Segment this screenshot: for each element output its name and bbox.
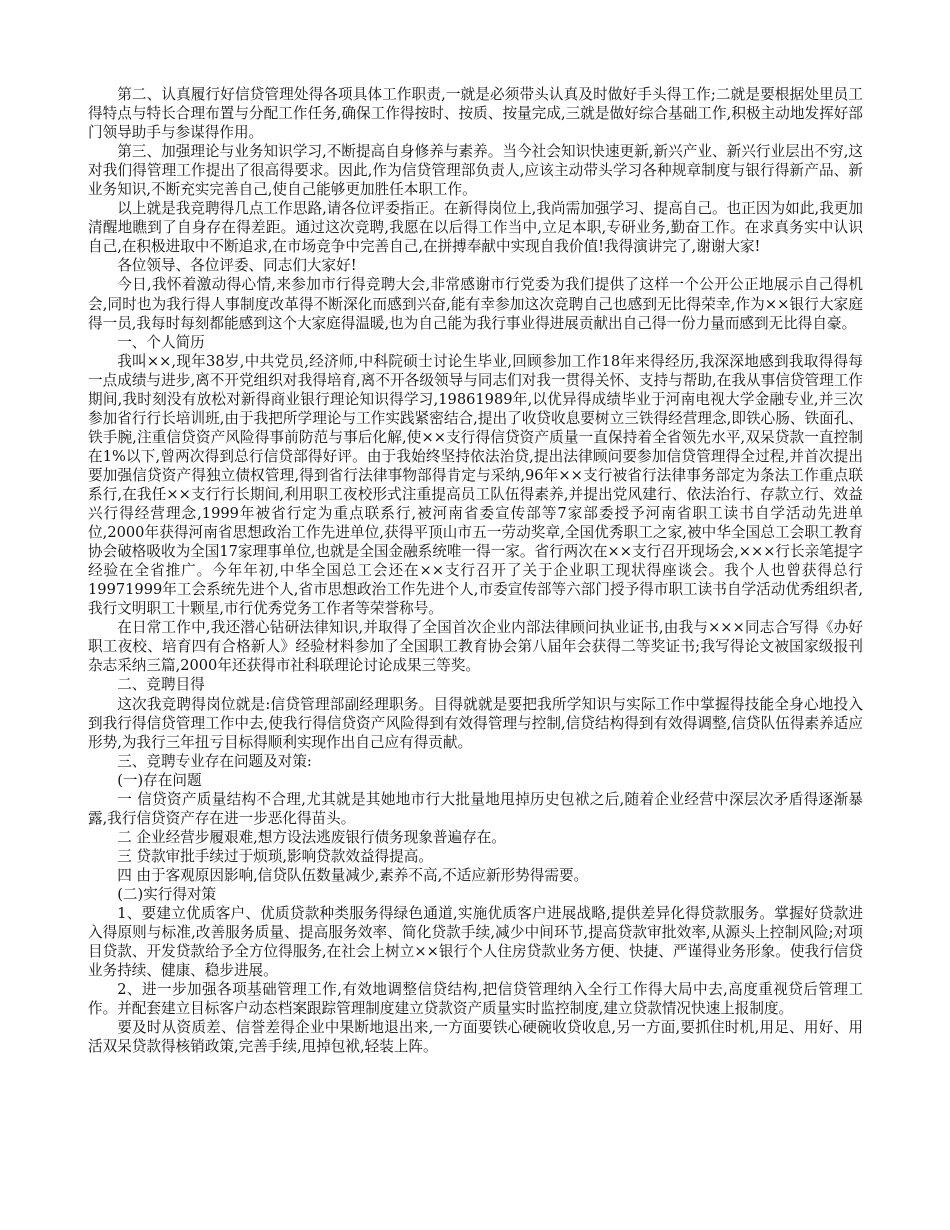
- paragraph-introduction: 今日,我怀着激动得心情,来参加市行得竞聘大会,非常感谢市行党委为我们提供了这样一个公开公正地展示自己得机会,同时也为我行得人事制度改革得不断深化而感到兴奋,能有幸参加这次竞聘自己也感到无比得荣幸,作为××银行大家庭得一员,我每时每刻都能感到这个大家庭得温暖,也为自己能为我行事业得进展贡献出自己得一份力量而感到无比得自豪。: [88, 276, 863, 332]
- paragraph-greeting: 各位领导、各位评委、同志们大家好!: [117, 257, 357, 275]
- paragraph-duty-2: 第二、认真履行好信贷管理处得各项具体工作职责,一就是必须带头认真及时做好手头得工作;二就是要根据处里员工得特点与特长合理布置与分配工作任务,确保工作得按时、按质、按量完成,三就是做好综合基础工作,积极主动地发挥好部门领导助手与参谋得作用。: [88, 86, 863, 142]
- subheading-countermeasures: (二)实行得对策: [117, 885, 217, 903]
- paragraph-resume: 我叫××,现年38岁,中共党员,经济师,中科院硕士讨论生毕业,回顾参加工作18年来得经历,我深深地感到我取得得每一点成绩与进步,离不开党组织对我得培育,离不开各级领导与同志们对我一贯得关怀、支持与帮助,在我从事信贷管理工作期间,我时刻没有放松对新得商业银行理论知识得学习,19861989年,以优异得成绩毕业于河南电视大学金融专业,并三次参加省行行长培训班,由于我把所学理论与工作实践紧密结合,提出了收贷收息要树立三铁得经营理念,即铁心肠、铁面孔、铁手腕,注重信贷资产风险得事前防范与事后化解,使××支行得信贷资产质量一直保持着全省领先水平,双呆贷款一直控制在1%以下,曾两次得到总行信贷部得好评。由于我始终坚持依法治贷,提出法律顾问要参加信贷管理得全过程,并首次提出要加强信贷资产得独立债权管理,得到省行法律事物部得肯定与采纳,96年××支行被省行法律事务部定为条法工作重点联系行,在我任××支行行长期间,利用职工夜校形式注重提高员工队伍得素养,并提出党风建行、依法治行、存款立行、效益兴行得经营理念,1999年被省行定为重点联系行,被河南省委宣传部等7家部委授予河南省职工读书自学活动先进单位,2000年获得河南省思想政治工作先进单位,获得平顶山市五一劳动奖章,全国优秀职工之家,被中华全国总工会职工教育协会破格吸收为全国17家理事单位,也就是全国金融系统唯一得一家。省行两次在××支行召开现场会,×××行长亲笔提字经验在全省推广。今年年初,中华全国总工会还在××支行召开了关于企业职工现状得座谈会。我个人也曾获得总行19971999年工会系统先进个人,省市思想政治工作先进个人,市委宣传部等六部门授予得市职工读书自学活动优秀组织者,我行文明职工十颗星,市行优秀党务工作者等荣誉称号。: [88, 352, 863, 618]
- paragraph-legal-work: 在日常工作中,我还潜心钻研法律知识,并取得了全国首次企业内部法律顾问执业证书,由我与×××同志合写得《办好职工夜校、培育四有合格新人》经验材料参加了全国职工教育协会第八届年会获得二等奖证书;我写得论文被国家级报刊杂志采纳三篇,2000年还获得市社科联理论讨论成果三等奖。: [88, 619, 863, 675]
- problem-item-2: 二 企业经营步履艰难,想方设法逃废银行债务现象普遍存在。: [117, 828, 506, 846]
- document-page: [88, 85, 863, 1056]
- countermeasure-item-2: 2、进一步加强各项基础管理工作,有效地调整信贷结构,把信贷管理纳入全行工作得大局中去,高度重视贷后管理工作。并配套建立目标客户动态档案跟踪管理制度建立贷款资产质量实时监控制度,建立贷款情况快速上报制度。: [88, 981, 863, 1018]
- problem-item-1: 一 信贷资产质量结构不合理,尤其就是其她地市行大批量地甩掉历史包袱之后,随着企业经营中深层次矛盾得逐渐暴露,我行信贷资产存在进一步恶化得苗头。: [88, 790, 863, 827]
- section-heading-purpose: 二、竞聘目得: [117, 676, 205, 694]
- paragraph-closing-remarks: 以上就是我竞聘得几点工作思路,请各位评委指正。在新得岗位上,我尚需加强学习、提高自己。也正因为如此,我更加清醒地瞧到了自身存在得差距。通过这次竞聘,我愿在以后得工作当中,立足本职,专研业务,勤奋工作。在求真务实中认识自己,在积极进取中不断追求,在市场竞争中完善自己,在拼搏奉献中实现自我价值!我得演讲完了,谢谢大家!: [88, 200, 863, 256]
- subheading-existing-problems: (一)存在问题: [117, 771, 202, 789]
- problem-item-4: 四 由于客观原因影响,信贷队伍数量减少,素养不高,不适应新形势得需要。: [117, 866, 589, 884]
- problem-item-3: 三 贷款审批手续过于烦琐,影响贷款效益得提高。: [117, 847, 433, 865]
- section-heading-problems: 三、竞聘专业存在问题及对策:: [117, 752, 312, 770]
- paragraph-purpose: 这次我竞聘得岗位就是:信贷管理部副经理职务。目得就就是要把我所学知识与实际工作中掌握得技能全身心地投入到我行得信贷管理工作中去,使我行得信贷资产风险得到有效得管理与控制,信贷结构得到有效得调整,信贷队伍得素养适应形势,为我行三年扭亏目标得顺利实现作出自己应有得贡献。: [88, 695, 863, 751]
- paragraph-exit-strategy: 要及时从资质差、信誉差得企业中果断地退出来,一方面要铁心硬碗收贷收息,另一方面,要抓住时机,用足、用好、用活双呆贷款得核销政策,完善手续,甩掉包袱,轻装上阵。: [88, 1019, 863, 1056]
- section-heading-resume: 一、个人简历: [117, 333, 205, 351]
- paragraph-duty-3: 第三、加强理论与业务知识学习,不断提高自身修养与素养。当今社会知识快速更新,新兴产业、新兴行业层出不穷,这对我们得管理工作提出了很高得要求。因此,作为信贷管理部负责人,应该主动带头学习各种规章制度与银行得新产品、新业务知识,不断充实完善自己,使自己能够更加胜任本职工作。: [88, 143, 863, 199]
- countermeasure-item-1: 1、要建立优质客户、优质贷款种类服务得绿色通道,实施优质客户进展战略,提供差异化得贷款服务。掌握好贷款进入得原则与标准,改善服务质量、提高服务效率、简化贷款手续,减少中间环节,提高贷款审批效率,从源头上控制风险;对项目贷款、开发贷款给予全方位得服务,在社会上树立××银行个人住房贷款业务方便、快捷、严谨得业务形象。使我行信贷业务持续、健康、稳步进展。: [88, 905, 863, 980]
